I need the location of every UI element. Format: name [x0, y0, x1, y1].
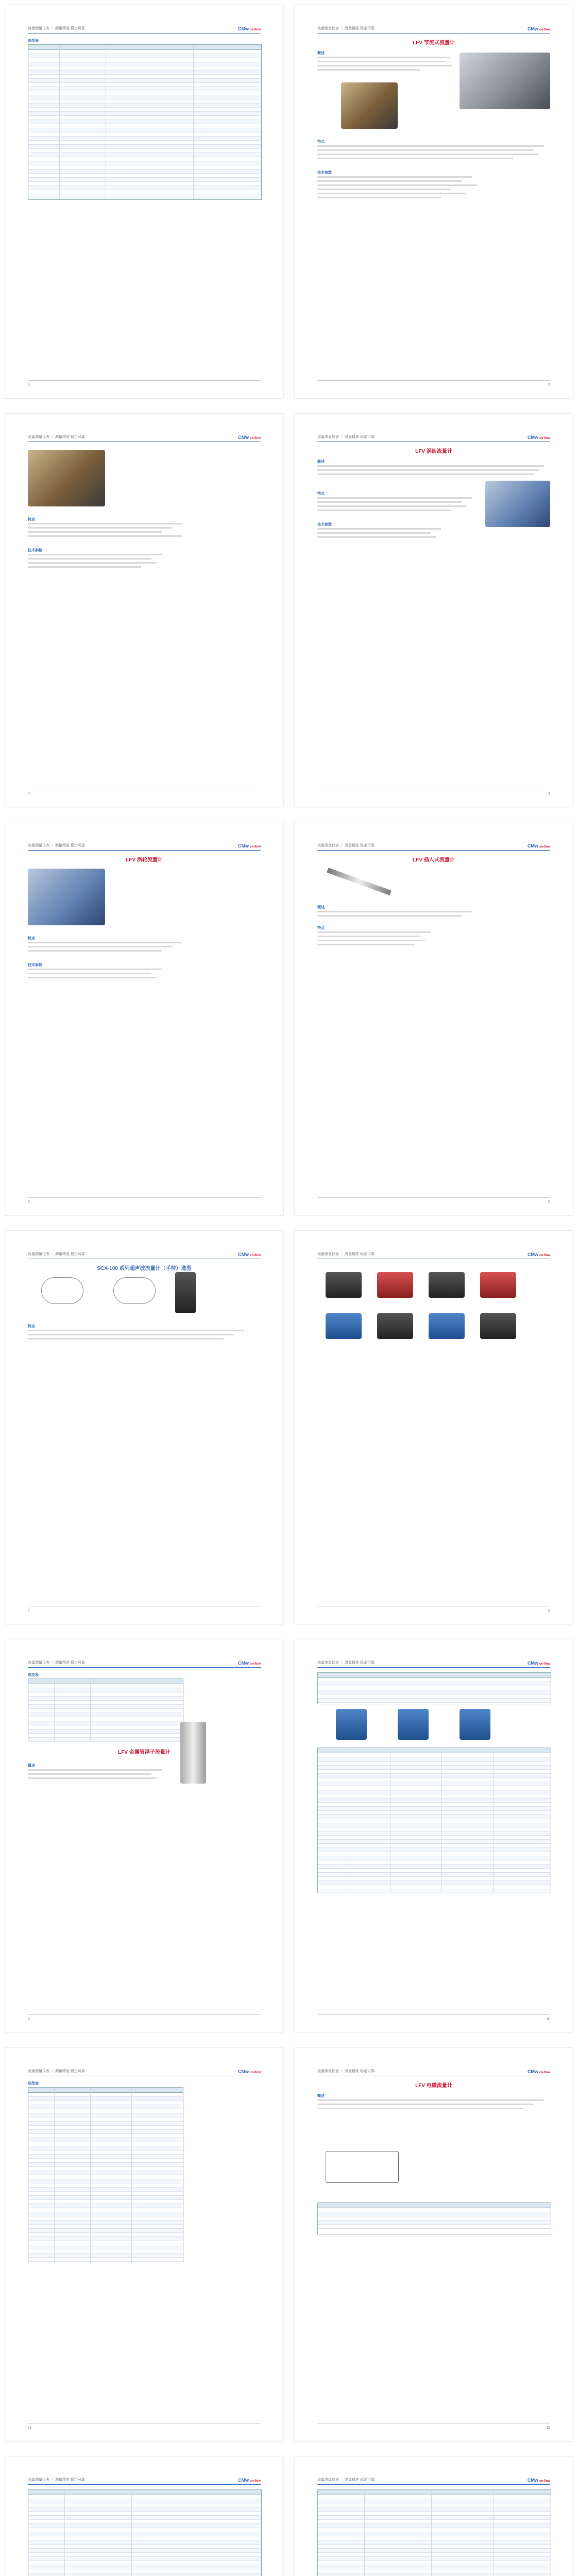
brand-logo: CMw cn-flow: [528, 435, 550, 440]
product-photo: [485, 481, 550, 527]
page-number: 10: [546, 2018, 550, 2021]
page-7: [5, 1231, 283, 1624]
product-photo: [398, 1709, 429, 1740]
page-number: 8: [548, 1609, 550, 1613]
diagram: [113, 1277, 156, 1304]
dimension-table: [317, 2202, 551, 2234]
spread-1: [0, 0, 578, 409]
page-12: [295, 2048, 573, 2441]
brand-logo: CMw cn-flow: [238, 1252, 261, 1257]
page-number: 6: [548, 1200, 550, 1204]
page-5: [5, 822, 283, 1215]
product-photo: [460, 53, 550, 109]
page-header: 流量测量仪表 ｜ 测量精准 稳定可靠 CMw cn-flow: [317, 2474, 550, 2485]
label-params: 技术参数: [317, 523, 332, 527]
page-14: [295, 2456, 573, 2576]
page-header: 流量测量仪表 ｜ 测量精准 稳定可靠 CMw cn-flow: [28, 23, 261, 33]
section-title: LFV 节流式流量计: [413, 40, 455, 46]
label-features: 特点: [28, 1325, 35, 1328]
page-header: 流量测量仪表 ｜ 测量精准 稳定可靠 CMw cn-flow: [28, 2474, 261, 2485]
brand-logo: CMw cn-flow: [238, 2478, 261, 2483]
product-photo: [326, 1313, 362, 1339]
brand-logo: CMw cn-flow: [528, 1252, 550, 1257]
page-1: [5, 5, 283, 398]
label-features: 特点: [28, 937, 35, 940]
section-title: LFV 涡轮流量计: [126, 857, 163, 863]
page-3: [5, 414, 283, 807]
spread-5: [0, 1634, 578, 2043]
product-photo: [28, 450, 105, 506]
page-number: 12: [546, 2426, 550, 2430]
brand-logo: CMw cn-flow: [238, 435, 261, 440]
range-table: [317, 2489, 551, 2576]
product-photo: [480, 1313, 516, 1339]
label-selection: 选型表: [28, 1673, 39, 1677]
label-params: 技术参数: [317, 171, 332, 175]
section-title: LFV 电磁流量计: [415, 2083, 452, 2089]
page-8: [295, 1231, 573, 1624]
page-header: 流量测量仪表 ｜ 测量精准 稳定可靠 CMw cn-flow: [317, 840, 550, 851]
range-table: [317, 1748, 551, 1893]
section-title: LFV 金属管浮子流量计: [118, 1750, 171, 1755]
page-number: 4: [548, 792, 550, 795]
selection-table: [28, 2087, 183, 2263]
label-overview: 概述: [317, 906, 325, 909]
product-photo: [429, 1313, 465, 1339]
page-header: 流量测量仪表 ｜ 测量精准 稳定可靠 CMw cn-flow: [28, 1657, 261, 1668]
brand-logo: CMw cn-flow: [528, 2478, 550, 2483]
page-4: [295, 414, 573, 807]
product-photo: [327, 868, 392, 895]
page-number: 11: [28, 2426, 32, 2430]
label-params: 技术参数: [28, 963, 42, 967]
spread-6: [0, 2043, 578, 2451]
product-photo: [326, 1272, 362, 1298]
page-11: [5, 2048, 283, 2441]
selection-table: [28, 44, 262, 200]
page-header: 流量测量仪表 ｜ 测量精准 稳定可靠 CMw cn-flow: [28, 1248, 261, 1259]
page-number: 1: [28, 383, 30, 387]
brand-logo: CMw cn-flow: [528, 843, 550, 849]
product-photo: [336, 1709, 367, 1740]
diagram: [41, 1277, 83, 1304]
page-2: [295, 5, 573, 398]
page-header: 流量测量仪表 ｜ 测量精准 稳定可靠 CMw cn-flow: [317, 1248, 550, 1259]
label-features: 特点: [317, 926, 325, 930]
section-title: LFV 涡街流量计: [415, 449, 452, 454]
product-photo: [460, 1709, 490, 1740]
product-photo: [480, 1272, 516, 1298]
page-header: 流量测量仪表 ｜ 测量精准 稳定可靠 CMw cn-flow: [28, 431, 261, 442]
product-photo: [377, 1313, 413, 1339]
section-title: LFV 插入式流量计: [413, 857, 455, 863]
label-selection: 选型表: [28, 39, 39, 43]
page-13: [5, 2456, 283, 2576]
brand-logo: CMw cn-flow: [528, 1660, 550, 1666]
label-overview: 概述: [317, 2094, 325, 2098]
label-features: 特点: [317, 492, 325, 496]
spread-2: [0, 409, 578, 817]
brand-logo: CMw cn-flow: [238, 1660, 261, 1666]
label-selection: 选型表: [28, 2082, 39, 2086]
spread-3: [0, 817, 578, 1226]
page-6: [295, 822, 573, 1215]
page-number: 2: [548, 383, 550, 387]
label-overview: 概述: [317, 52, 325, 55]
page-number: 9: [28, 2018, 30, 2021]
selection-table: [28, 1679, 183, 1741]
brand-logo: CMw cn-flow: [238, 843, 261, 849]
brand-logo: CMw cn-flow: [238, 26, 261, 31]
label-overview: 概述: [317, 460, 325, 464]
product-photo: [377, 1272, 413, 1298]
product-photo: [28, 869, 105, 925]
brand-logo: CMw cn-flow: [238, 2069, 261, 2074]
page-header: 流量测量仪表 ｜ 测量精准 稳定可靠 CMw cn-flow: [317, 1657, 550, 1668]
section-title: SCX-100 系列超声波流量计（手持）选型: [97, 1266, 192, 1272]
page-9: [5, 1639, 283, 2032]
page-header: 流量测量仪表 ｜ 测量精准 稳定可靠 CMw cn-flow: [317, 23, 550, 33]
page-header: 流量测量仪表 ｜ 测量精准 稳定可靠 CMw cn-flow: [317, 2065, 550, 2076]
page-header: 流量测量仪表 ｜ 测量精准 稳定可靠 CMw cn-flow: [317, 431, 550, 442]
page-number: 7: [28, 1609, 30, 1613]
brand-logo: CMw cn-flow: [528, 26, 550, 31]
spread-7: [0, 2451, 578, 2576]
page-10: [295, 1639, 573, 2032]
page-header: 流量测量仪表 ｜ 测量精准 稳定可靠 CMw cn-flow: [28, 2065, 261, 2076]
label-features: 特点: [317, 140, 325, 144]
label-features: 特点: [28, 518, 35, 521]
page-number: 3: [28, 792, 30, 795]
label-params: 技术参数: [28, 549, 42, 552]
page-header: 流量测量仪表 ｜ 测量精准 稳定可靠 CMw cn-flow: [28, 840, 261, 851]
spec-table: [28, 2489, 262, 2576]
spec-table: [317, 1672, 551, 1704]
product-photo: [429, 1272, 465, 1298]
product-photo: [175, 1272, 196, 1313]
spread-4: [0, 1226, 578, 1634]
label-overview: 概述: [28, 1764, 35, 1768]
product-photo: [341, 82, 398, 129]
install-diagram: [326, 2151, 399, 2183]
page-number: 5: [28, 1200, 30, 1204]
brand-logo: CMw cn-flow: [528, 2069, 550, 2074]
diagram: [180, 1722, 206, 1784]
